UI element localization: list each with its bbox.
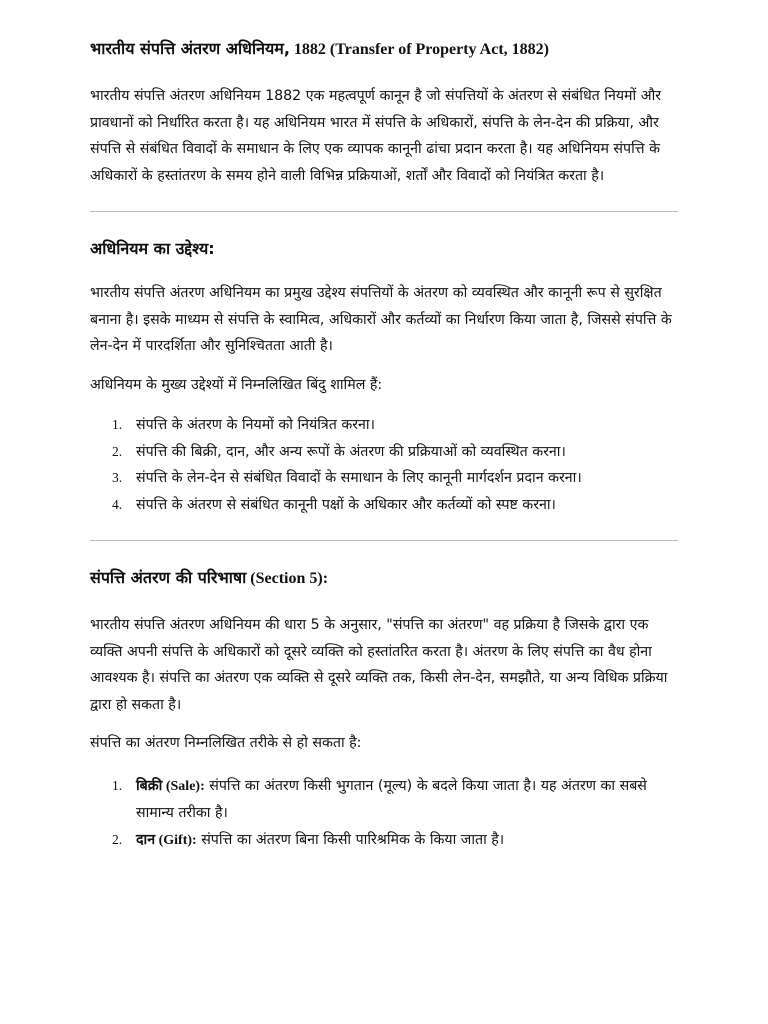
list-item-text: संपत्ति की बिक्री, दान, और अन्य रूपों के अंतरण की प्रक्रियाओं को व्यवस्थित करना।: [136, 443, 566, 460]
intro-heading-english: 1882 (Transfer of Property Act, 1882): [289, 41, 549, 58]
intro-heading-hindi: भारतीय संपत्ति अंतरण अधिनियम,: [90, 39, 290, 58]
list-item: [90, 412, 678, 439]
list-item-number: 4.: [112, 496, 123, 512]
objective-list-intro: अधिनियम के मुख्य उद्देश्यों में निम्नलिखित बिंदु शामिल हैं:: [90, 376, 383, 393]
list-item-number: 1.: [112, 417, 123, 432]
list-item: [90, 773, 678, 827]
list-item-text: संपत्ति के लेन-देन से संबंधित विवादों के समाधान के लिए कानूनी मार्गदर्शन प्रदान करना।: [136, 470, 582, 486]
list-item-text: संपत्ति का अंतरण बिना किसी पारिश्रमिक के किया जाता है।: [196, 831, 505, 848]
transfer-methods-list: [90, 773, 678, 855]
definition-heading-english: (Section 5):: [246, 570, 329, 587]
list-item-number: 3.: [112, 470, 123, 485]
list-item: [90, 492, 678, 519]
definition-heading-hindi: संपत्ति अंतरण की परिभाषा: [90, 568, 247, 587]
objective-paragraph: भारतीय संपत्ति अंतरण अधिनियम का प्रमुख उद्देश्य संपत्तियों के अंतरण को व्यवस्थित और कानूनी रूप से सुरक्षित बनाना है। इसके माध्यम से संपत्ति के स्वामित्व, अधिकारों और कर्तव्यों का निर्धारण किया जाता है, जिससे संपत्ति के लेन-देन में पारदर्शिता और सुनिश्चितता आती है।: [90, 285, 672, 354]
list-item: [90, 465, 678, 492]
definition-paragraph: भारतीय संपत्ति अंतरण अधिनियम की धारा 5 के अनुसार, "संपत्ति का अंतरण" वह प्रक्रिया है जिसके द्वारा एक व्यक्ति अपनी संपत्ति के अधिकारों को दूसरे व्यक्ति को हस्तांतरित करता है। अंतरण के लिए संपत्ति का वैध होना आवश्यक है। संपत्ति का अंतरण एक व्यक्ति से दूसरे व्यक्ति तक, किसी लेन-देन, समझौते, या अन्य विधिक प्रक्रिया द्वारा हो सकता है।: [90, 617, 668, 713]
list-item-number: 1.: [112, 777, 123, 793]
objective-heading: अधिनियम का उद्देश्य:: [90, 239, 215, 258]
list-item: [90, 827, 678, 855]
list-item-term: बिक्री: [136, 777, 163, 794]
list-item-term-english: (Gift):: [155, 832, 197, 848]
list-item-number: 2.: [112, 443, 123, 459]
list-item-number: 2.: [112, 831, 123, 847]
list-item-term: दान: [136, 831, 156, 848]
list-item-text: संपत्ति का अंतरण किसी भुगतान (मूल्य) के बदले किया जाता है। यह अंतरण का सबसे सामान्य तरीका है।: [136, 777, 647, 821]
definition-heading: [90, 565, 678, 592]
definition-list-intro: संपत्ति का अंतरण निम्नलिखित तरीके से हो सकता है:: [90, 735, 362, 751]
list-item: [90, 439, 678, 466]
objective-list: [90, 412, 678, 518]
list-item-term-english: (Sale):: [162, 778, 205, 794]
intro-heading: [90, 36, 678, 63]
list-item-text: संपत्ति के अंतरण के नियमों को नियंत्रित करना।: [136, 417, 375, 433]
list-item-text: संपत्ति के अंतरण से संबंधित कानूनी पक्षों के अधिकार और कर्तव्यों को स्पष्ट करना।: [136, 496, 556, 513]
intro-paragraph: भारतीय संपत्ति अंतरण अधिनियम 1882 एक महत्वपूर्ण कानून है जो संपत्तियों के अंतरण से संबंधित नियमों और प्रावधानों को निर्धारित करता है। यह अधिनियम भारत में संपत्ति के अधिकारों, संपत्ति के लेन-देन की प्रक्रिया, और संपत्ति से संबंधित विवादों के समाधान के लिए एक व्यापक कानूनी ढांचा प्रदान करता है। यह अधिनियम संपत्ति के अधिकारों के हस्तांतरण के समय होने वाली विभिन्न प्रक्रियाओं, शर्तों और विवादों को नियंत्रित करता है।: [90, 88, 662, 184]
